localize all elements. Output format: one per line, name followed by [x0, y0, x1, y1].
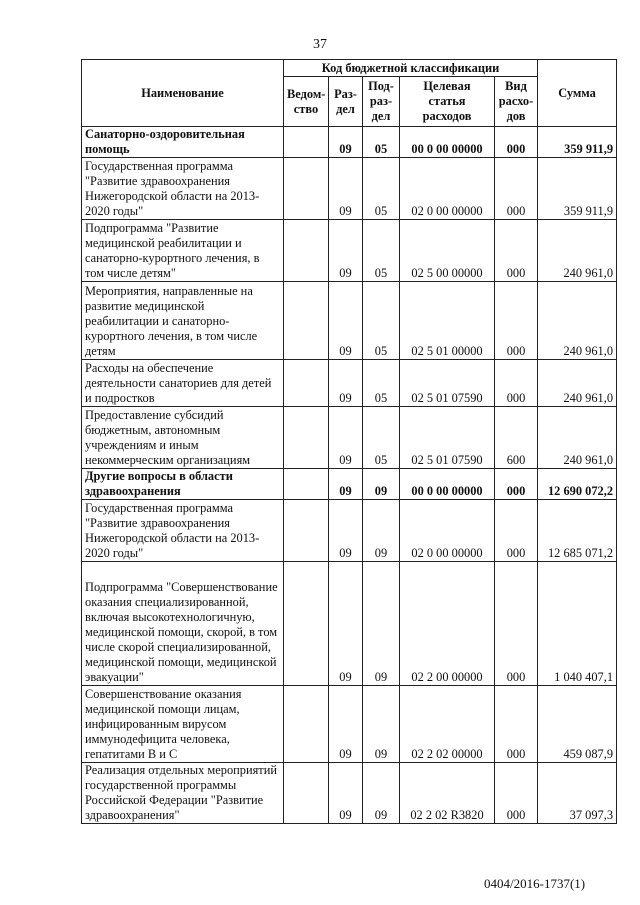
row-name: Подпрограмма "Совершенствование оказания специализированной, включая высокотехнологичную, медицинской помощи, скорой, в том числе скорой специализированной, медицинской помощи, медицинской эвакуации" — [82, 562, 284, 686]
row-target-article: 02 0 00 00000 — [400, 158, 495, 220]
row-vedomstvo — [284, 469, 329, 500]
table-row — [82, 500, 617, 562]
row-sum: 12 690 072,2 — [538, 469, 617, 500]
row-target-article: 00 0 00 00000 — [400, 469, 495, 500]
row-name: Санаторно-оздоровительная помощь — [82, 127, 284, 158]
row-razdel: 09 — [329, 500, 363, 562]
row-sum: 12 685 071,2 — [538, 500, 617, 562]
document-code: 0404/2016-1737(1) — [484, 876, 586, 891]
header-podrazdel: Под- раз- дел — [363, 77, 400, 127]
row-vedomstvo — [284, 500, 329, 562]
table-row — [82, 686, 617, 763]
row-vedomstvo — [284, 763, 329, 824]
header-summa: Сумма — [538, 60, 617, 127]
row-expense-type: 000 — [495, 686, 538, 763]
row-sum: 240 961,0 — [538, 282, 617, 360]
table-row — [82, 360, 617, 407]
row-podrazdel: 05 — [363, 127, 400, 158]
row-razdel: 09 — [329, 127, 363, 158]
row-expense-type: 000 — [495, 220, 538, 282]
row-razdel: 09 — [329, 686, 363, 763]
row-target-article: 02 5 01 00000 — [400, 282, 495, 360]
table-row — [82, 562, 617, 686]
row-podrazdel: 09 — [363, 763, 400, 824]
row-vedomstvo — [284, 562, 329, 686]
row-razdel: 09 — [329, 469, 363, 500]
row-podrazdel: 05 — [363, 220, 400, 282]
row-razdel: 09 — [329, 282, 363, 360]
row-name: Реализация отдельных мероприятий государственной программы Российской Федерации "Развитие здравоохранения" — [82, 763, 284, 824]
table-row — [82, 158, 617, 220]
row-sum: 37 097,3 — [538, 763, 617, 824]
row-name: Расходы на обеспечение деятельности санаториев для детей и подростков — [82, 360, 284, 407]
row-vedomstvo — [284, 407, 329, 469]
row-sum: 359 911,9 — [538, 158, 617, 220]
row-razdel: 09 — [329, 158, 363, 220]
row-podrazdel: 05 — [363, 158, 400, 220]
row-name: Подпрограмма "Развитие медицинской реабилитации и санаторно-курортного лечения, в том числе детям" — [82, 220, 284, 282]
row-expense-type: 000 — [495, 158, 538, 220]
table-row — [82, 220, 617, 282]
row-sum: 1 040 407,1 — [538, 562, 617, 686]
row-sum: 240 961,0 — [538, 360, 617, 407]
table-row — [82, 127, 617, 158]
row-expense-type: 000 — [495, 282, 538, 360]
row-target-article: 02 5 01 07590 — [400, 407, 495, 469]
row-podrazdel: 09 — [363, 686, 400, 763]
row-vedomstvo — [284, 360, 329, 407]
header-vedomstvo: Ведом- ство — [284, 77, 329, 127]
table-row — [82, 763, 617, 824]
row-expense-type: 000 — [495, 763, 538, 824]
row-target-article: 02 5 01 07590 — [400, 360, 495, 407]
header-razdel: Раз- дел — [329, 77, 363, 127]
row-name: Государственная программа "Развитие здравоохранения Нижегородской области на 2013-2020 годы" — [82, 158, 284, 220]
row-razdel: 09 — [329, 407, 363, 469]
row-vedomstvo — [284, 127, 329, 158]
table-row — [82, 407, 617, 469]
row-target-article: 00 0 00 00000 — [400, 127, 495, 158]
row-sum: 240 961,0 — [538, 220, 617, 282]
row-name: Государственная программа "Развитие здравоохранения Нижегородской области на 2013-2020 годы" — [82, 500, 284, 562]
row-podrazdel: 09 — [363, 469, 400, 500]
row-expense-type: 000 — [495, 500, 538, 562]
row-sum: 240 961,0 — [538, 407, 617, 469]
header-code-group: Код бюджетной классификации — [284, 60, 538, 77]
row-name: Другие вопросы в области здравоохранения — [82, 469, 284, 500]
row-podrazdel: 09 — [363, 562, 400, 686]
row-vedomstvo — [284, 282, 329, 360]
row-podrazdel: 09 — [363, 500, 400, 562]
row-razdel: 09 — [329, 562, 363, 686]
header-vid: Вид расхо- дов — [495, 77, 538, 127]
row-vedomstvo — [284, 158, 329, 220]
header-celevaya: Целевая статья расходов — [400, 77, 495, 127]
row-razdel: 09 — [329, 360, 363, 407]
budget-table — [81, 59, 617, 824]
row-sum: 359 911,9 — [538, 127, 617, 158]
row-razdel: 09 — [329, 220, 363, 282]
row-expense-type: 000 — [495, 469, 538, 500]
header-name: Наименование — [82, 60, 284, 127]
row-target-article: 02 2 00 00000 — [400, 562, 495, 686]
page-number: 37 — [313, 37, 327, 52]
row-target-article: 02 5 00 00000 — [400, 220, 495, 282]
table-row — [82, 282, 617, 360]
row-podrazdel: 05 — [363, 360, 400, 407]
row-target-article: 02 2 02 00000 — [400, 686, 495, 763]
row-target-article: 02 0 00 00000 — [400, 500, 495, 562]
row-name: Мероприятия, направленные на развитие медицинской реабилитации и санаторно-курортного лечения, в том числе детям — [82, 282, 284, 360]
row-expense-type: 000 — [495, 562, 538, 686]
row-expense-type: 600 — [495, 407, 538, 469]
row-target-article: 02 2 02 R3820 — [400, 763, 495, 824]
row-podrazdel: 05 — [363, 282, 400, 360]
row-razdel: 09 — [329, 763, 363, 824]
row-name: Предоставление субсидий бюджетным, автономным учреждениям и иным некоммерческим организациям — [82, 407, 284, 469]
row-expense-type: 000 — [495, 127, 538, 158]
row-podrazdel: 05 — [363, 407, 400, 469]
row-name: Совершенствование оказания медицинской помощи лицам, инфицированным вирусом иммунодефицита человека, гепатитами В и С — [82, 686, 284, 763]
table-row — [82, 469, 617, 500]
row-vedomstvo — [284, 220, 329, 282]
row-sum: 459 087,9 — [538, 686, 617, 763]
row-vedomstvo — [284, 686, 329, 763]
row-expense-type: 000 — [495, 360, 538, 407]
